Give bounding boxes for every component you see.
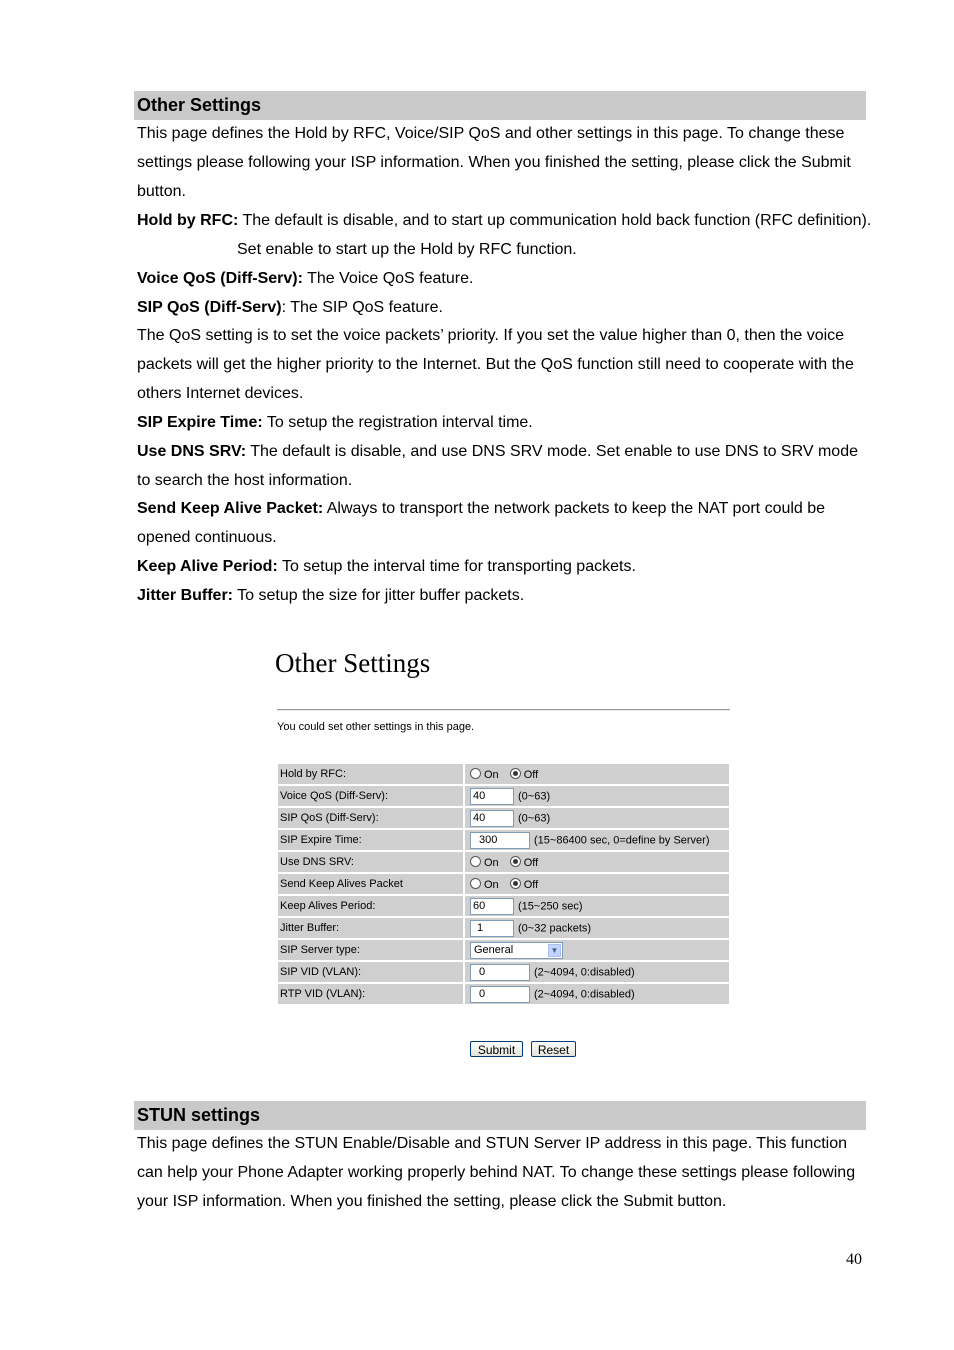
dns-srv-label: Use DNS SRV:: [278, 852, 465, 872]
dns-srv-desc: The default is disable, and use DNS SRV mode. Set enable to use DNS to SRV mode to search the host information.: [137, 443, 858, 489]
keep-alive-desc: Always to transport the network packets to keep the NAT port could be opened continuous.: [137, 500, 826, 546]
table-row: [278, 786, 729, 806]
sip-vid-label: SIP VID (VLAN):: [278, 962, 465, 982]
sip-expire-input[interactable]: 300: [470, 832, 530, 849]
sip-qos-label: SIP QoS (Diff-Serv):: [278, 808, 465, 828]
screenshot-divider: [277, 709, 730, 711]
table-row: [278, 764, 729, 784]
keep-on-label: On: [484, 878, 499, 891]
table-row: [278, 940, 729, 960]
hold-on-radio[interactable]: [470, 768, 481, 779]
dns-srv-control: [465, 852, 729, 872]
keep-alive-period-hint: (15~250 sec): [518, 899, 583, 912]
voice-qos-control: [465, 786, 729, 806]
dns-on-radio[interactable]: [470, 856, 481, 867]
reset-button[interactable]: Reset: [531, 1041, 576, 1057]
settings-table: [278, 762, 729, 1006]
rtp-vid-control: [465, 984, 729, 1004]
hold-by-rfc-paragraph: [137, 206, 872, 264]
keep-alive-period-term: Keep Alive Period:: [137, 558, 278, 575]
table-row: [278, 918, 729, 938]
sip-qos-desc: : The SIP QoS feature.: [281, 299, 443, 316]
sip-server-type-value: General: [474, 943, 514, 956]
table-row: [278, 896, 729, 916]
sip-vid-hint: (2~4094, 0:disabled): [534, 965, 635, 978]
screenshot-description: You could set other settings in this page.: [277, 721, 475, 733]
table-row: [278, 984, 729, 1004]
rtp-vid-hint: (2~4094, 0:disabled): [534, 987, 635, 1000]
screenshot-title: Other Settings: [275, 648, 431, 678]
keep-alive-term: Send Keep Alive Packet:: [137, 500, 324, 517]
stun-intro-paragraph: This page defines the STUN Enable/Disable and STUN Server IP address in this page. This function can help your Phone Adapter working properly behind NAT. To change these settings please following your ISP information. When you finished the setting, please click the Submit button.: [137, 1135, 856, 1210]
page-number: 40: [846, 1251, 862, 1268]
keep-off-label: Off: [523, 878, 539, 891]
hold-by-rfc-label: Hold by RFC:: [278, 764, 465, 784]
table-row: [278, 962, 729, 982]
jitter-buffer-input[interactable]: 1: [470, 920, 514, 937]
sip-expire-paragraph: [137, 408, 872, 437]
hold-by-rfc-control: [465, 764, 729, 784]
hold-on-label: On: [484, 768, 499, 781]
keep-alive-period-desc: To setup the interval time for transporting packets.: [277, 558, 636, 575]
dns-on-label: On: [484, 856, 499, 869]
keep-alive-control: [465, 874, 729, 894]
sip-expire-hint: (15~86400 sec, 0=define by Server): [534, 833, 710, 846]
submit-button[interactable]: Submit: [470, 1041, 523, 1057]
sip-qos-hint: (0~63): [518, 811, 551, 824]
qos-note-paragraph: The QoS setting is to set the voice packets’ priority. If you set the value higher than 0, then the voice packets will get the higher priority to the Internet. But the QoS function still need to cooperate with the others Internet devices.: [137, 327, 854, 402]
hold-by-rfc-desc: The default is disable, and to start up communication hold back function (RFC definition).: [238, 212, 872, 229]
sip-qos-input[interactable]: 40: [470, 810, 514, 827]
jitter-buffer-paragraph: [137, 581, 872, 610]
keep-alive-label: Send Keep Alives Packet: [278, 874, 465, 894]
intro-paragraph: This page defines the Hold by RFC, Voice/SIP QoS and other settings in this page. To change these settings please following your ISP information. When you finished the setting, please click the Submit button.: [137, 125, 851, 200]
jitter-buffer-desc: To setup the size for jitter buffer packets.: [233, 587, 525, 604]
sip-server-type-select[interactable]: [470, 942, 563, 959]
sip-qos-control: [465, 808, 729, 828]
section-header-stun-settings: STUN settings: [134, 1101, 866, 1130]
keep-off-radio[interactable]: [510, 878, 521, 889]
rtp-vid-label: RTP VID (VLAN):: [278, 984, 465, 1004]
keep-alive-period-input[interactable]: 60: [470, 898, 514, 915]
section-header-other-settings: Other Settings: [134, 91, 866, 120]
keep-alive-period-control: [465, 896, 729, 916]
jitter-buffer-control: [465, 918, 729, 938]
sip-server-type-control: [465, 940, 729, 960]
sip-vid-control: [465, 962, 729, 982]
sip-expire-term: SIP Expire Time:: [137, 414, 263, 431]
chevron-down-icon[interactable]: ▼: [548, 944, 561, 957]
voice-qos-desc: The Voice QoS feature.: [302, 270, 474, 287]
hold-off-label: Off: [523, 768, 539, 781]
keep-alive-paragraph: [137, 494, 872, 552]
voice-qos-input[interactable]: 40: [470, 788, 514, 805]
rtp-vid-input[interactable]: 0: [470, 986, 530, 1003]
dns-srv-term: Use DNS SRV:: [137, 443, 247, 460]
dns-off-label: Off: [523, 856, 539, 869]
hold-by-rfc-term: Hold by RFC:: [137, 212, 239, 229]
hold-off-radio[interactable]: [510, 768, 521, 779]
sip-server-type-label: SIP Server type:: [278, 940, 465, 960]
table-row: [278, 830, 729, 850]
sip-expire-control: [465, 830, 729, 850]
hold-by-rfc-desc-2: Set enable to start up the Hold by RFC function.: [237, 241, 577, 258]
voice-qos-label: Voice QoS (Diff-Serv):: [278, 786, 465, 806]
keep-alive-period-label: Keep Alives Period:: [278, 896, 465, 916]
jitter-buffer-hint: (0~32 packets): [518, 921, 592, 934]
table-row: [278, 808, 729, 828]
jitter-buffer-term: Jitter Buffer:: [137, 587, 234, 604]
table-row: [278, 852, 729, 872]
voice-qos-hint: (0~63): [518, 789, 551, 802]
dns-off-radio[interactable]: [510, 856, 521, 867]
keep-on-radio[interactable]: [470, 878, 481, 889]
sip-expire-desc: To setup the registration interval time.: [262, 414, 533, 431]
jitter-buffer-label: Jitter Buffer:: [278, 918, 465, 938]
dns-srv-paragraph: [137, 437, 872, 495]
table-row: [278, 874, 729, 894]
sip-qos-term: SIP QoS (Diff-Serv): [137, 299, 282, 316]
sip-qos-paragraph: [137, 293, 872, 322]
keep-alive-period-paragraph: [137, 552, 872, 581]
voice-qos-term: Voice QoS (Diff-Serv):: [137, 270, 303, 287]
sip-vid-input[interactable]: 0: [470, 964, 530, 981]
sip-expire-label: SIP Expire Time:: [278, 830, 465, 850]
voice-qos-paragraph: [137, 264, 872, 293]
